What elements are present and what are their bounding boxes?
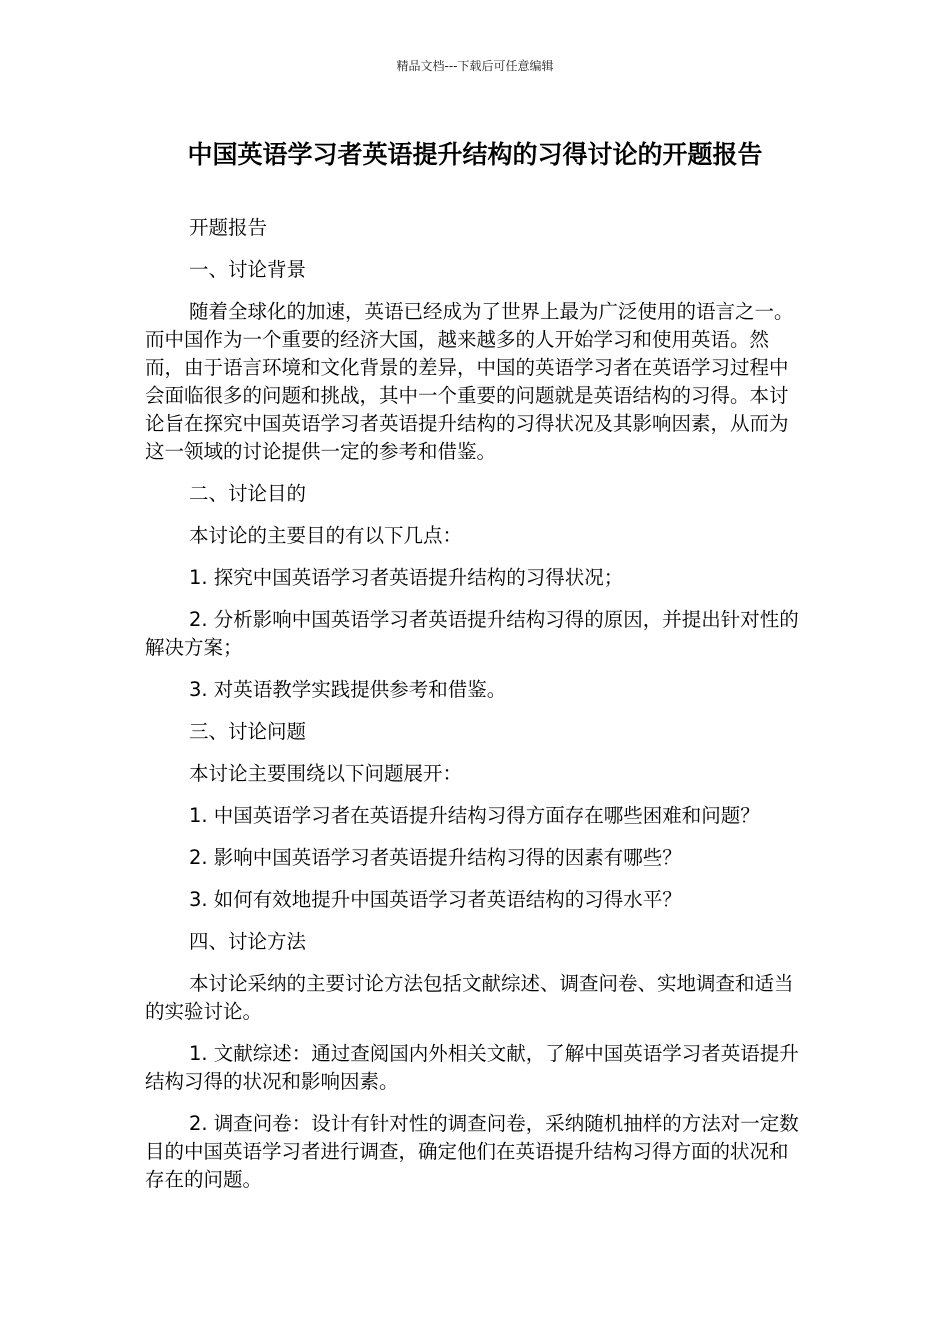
list-item-question-3: 3. 如何有效地提升中国英语学习者英语结构的习得水平？: [189, 888, 682, 911]
document-body: [145, 214, 805, 1208]
list-item-question-1: 1. 中国英语学习者在英语提升结构习得方面存在哪些困难和问题？: [189, 804, 760, 827]
list-item-method-1: 1. 文献综述：通过查阅国内外相关文献，了解中国英语学习者英语提升结构习得的状况和影响因素。: [145, 1042, 799, 1093]
paragraph-purpose-intro: 本讨论的主要目的有以下几点：: [189, 524, 463, 547]
section-heading-questions: 三、讨论问题: [189, 720, 307, 743]
list-item-purpose-1: 1. 探究中国英语学习者英语提升结构的习得状况；: [189, 566, 624, 589]
list-item-purpose-3: 3. 对英语教学实践提供参考和借鉴。: [189, 678, 507, 701]
paragraph-questions-intro: 本讨论主要围绕以下问题展开：: [189, 762, 463, 785]
list-item-method-2: 2. 调查问卷：设计有针对性的调查问卷，采纳随机抽样的方法对一定数目的中国英语学习者进行调查，确定他们在英语提升结构习得方面的状况和存在的问题。: [145, 1112, 799, 1191]
heading-kaiti-baogao: 开题报告: [189, 216, 268, 239]
list-item-question-2: 2. 影响中国英语学习者英语提升结构习得的因素有哪些？: [189, 846, 682, 869]
page-header-watermark: 精品文档---下载后可任意编辑: [396, 59, 554, 73]
section-heading-methods: 四、讨论方法: [189, 930, 307, 953]
section-heading-purpose: 二、讨论目的: [189, 482, 307, 505]
paragraph-methods-intro: 本讨论采纳的主要讨论方法包括文献综述、调查问卷、实地调查和适当的实验讨论。: [145, 972, 794, 1023]
paragraph-background: 随着全球化的加速，英语已经成为了世界上最为广泛使用的语言之一。而中国作为一个重要的经济大国，越来越多的人开始学习和使用英语。然而，由于语言环境和文化背景的差异，中国的英语学习者在英语学习过程中会面临很多的问题和挑战，其中一个重要的问题就是英语结构的习得。本讨论旨在探究中国英语学习者英语提升结构的习得状况及其影响因素，从而为这一领域的讨论提供一定的参考和借鉴。: [145, 300, 794, 463]
section-heading-background: 一、讨论背景: [189, 258, 307, 281]
list-item-purpose-2: 2. 分析影响中国英语学习者英语提升结构习得的原因，并提出针对性的解决方案；: [145, 608, 799, 659]
document-title: 中国英语学习者英语提升结构的习得讨论的开题报告: [187, 140, 763, 169]
